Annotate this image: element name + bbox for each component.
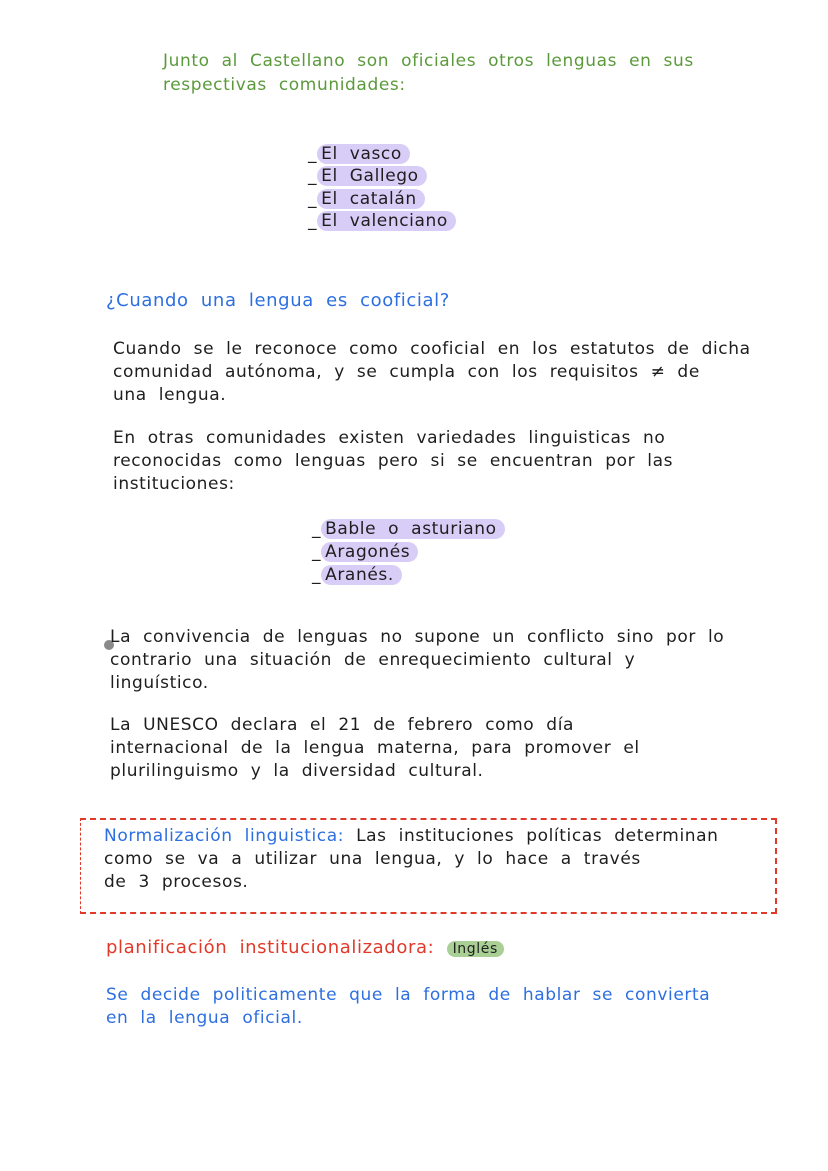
list-item: _ Bable o asturiano	[312, 518, 505, 540]
coexistence-line: contrario una situación de enrequecimiento cultural y	[110, 650, 636, 670]
list-item-label: El Gallego	[317, 166, 427, 186]
list-item-label: Aragonés	[321, 542, 418, 562]
varieties-intro-line: reconocidas como lenguas pero si se encuentran por las	[113, 451, 674, 471]
normalization-line: de 3 procesos.	[104, 872, 249, 892]
list-item-label: El catalán	[317, 189, 425, 209]
planning-example: Inglés	[447, 941, 504, 957]
list-item: _ Aranés.	[312, 564, 402, 586]
coexistence-line: linguístico.	[110, 673, 209, 693]
question-heading: ¿Cuando una lengua es cooficial?	[106, 290, 450, 311]
normalization-text: Las instituciones políticas determinan	[356, 826, 719, 846]
list-item-label: Aranés.	[321, 565, 402, 585]
list-item: _ El catalán	[308, 188, 425, 210]
varieties-intro-line: En otras comunidades existen variedades linguisticas no	[113, 428, 666, 448]
normalization-line: como se va a utilizar una lengua, y lo hace a través	[104, 849, 641, 869]
planning-line: Se decide politicamente que la forma de hablar se convierta	[106, 985, 711, 1005]
planning-line: en la lengua oficial.	[106, 1008, 303, 1028]
list-item: _ El valenciano	[308, 210, 456, 232]
unesco-line: La UNESCO declara el 21 de febrero como día	[110, 715, 575, 735]
planning-heading	[106, 937, 504, 960]
unesco-line: internacional de la lengua materna, para promover el	[110, 738, 640, 758]
normalization-line	[104, 825, 719, 847]
answer-line: comunidad autónoma, y se cumpla con los requisitos ≠ de	[113, 362, 700, 382]
varieties-intro-line: instituciones:	[113, 474, 235, 494]
intro-line: respectivas comunidades:	[163, 75, 406, 95]
list-item: _ Aragonés	[312, 541, 418, 563]
list-item-label: El valenciano	[317, 211, 456, 231]
coexistence-line: La convivencia de lenguas no supone un conflicto sino por lo	[110, 627, 725, 647]
list-item: _ El vasco	[308, 143, 410, 165]
intro-line: Junto al Castellano son oficiales otros lenguas en sus	[163, 51, 694, 71]
planning-title: planificación institucionalizadora:	[106, 937, 435, 958]
list-item-label: Bable o asturiano	[321, 519, 504, 539]
answer-line: Cuando se le reconoce como cooficial en los estatutos de dicha	[113, 339, 751, 359]
normalization-term: Normalización linguistica:	[104, 826, 345, 846]
answer-line: una lengua.	[113, 385, 227, 405]
list-item-label: El vasco	[317, 144, 410, 164]
unesco-line: plurilinguismo y la diversidad cultural.	[110, 761, 484, 781]
list-item: _ El Gallego	[308, 165, 427, 187]
